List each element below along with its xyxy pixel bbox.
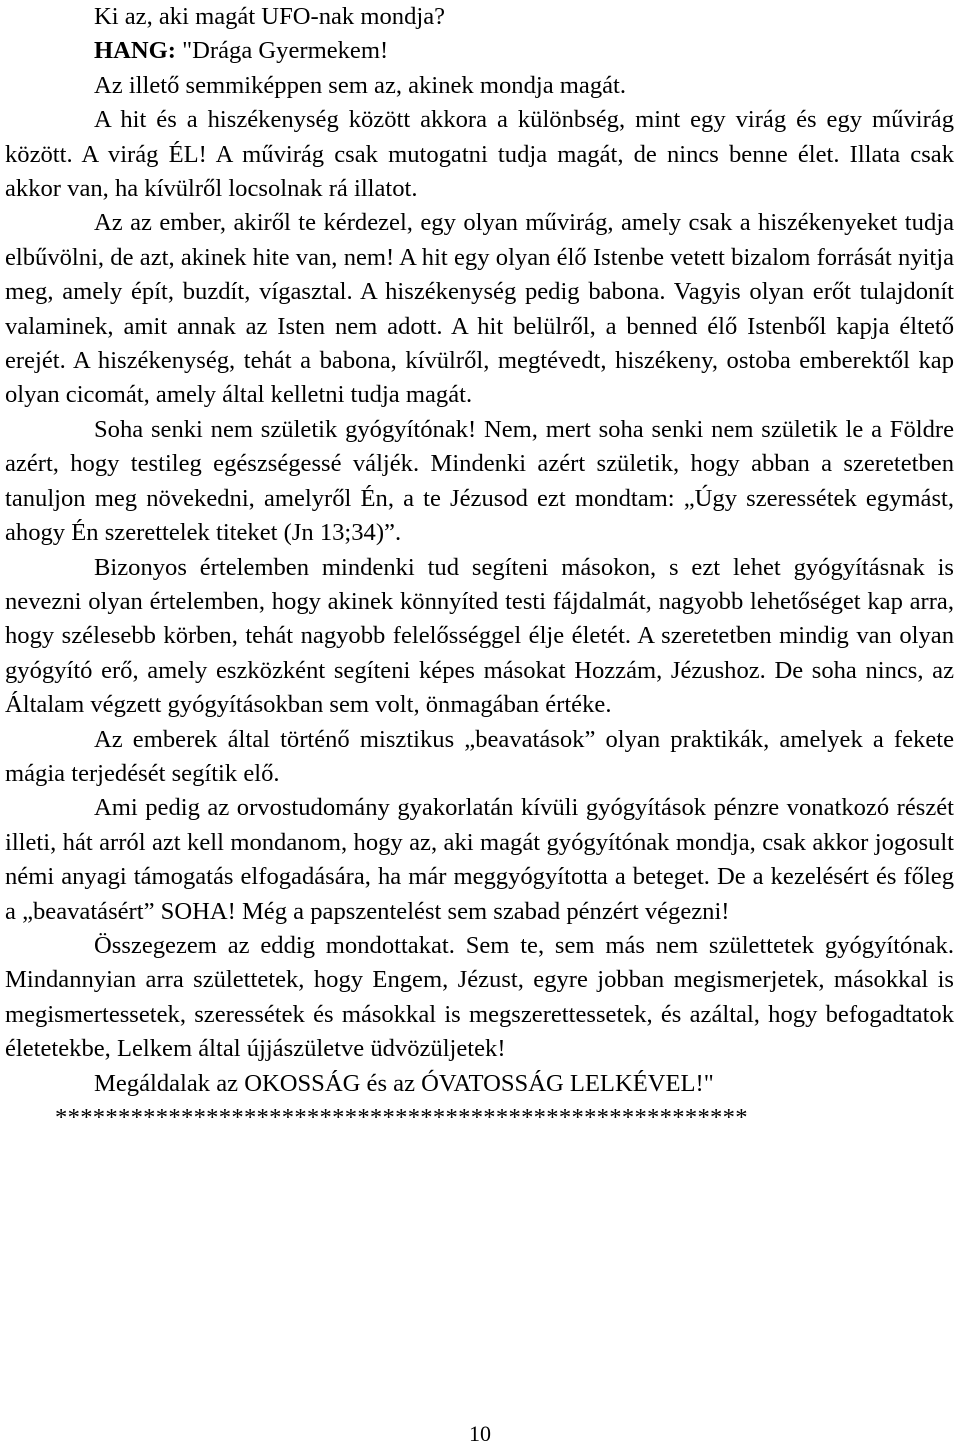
greeting-text: "Drága Gyermekem! bbox=[175, 37, 389, 65]
blessing-paragraph: Megáldalak az OKOSSÁG és az ÓVATOSSÁG LELKÉVEL!" bbox=[94, 1069, 714, 1097]
page-number: 10 bbox=[469, 1421, 491, 1446]
speaker-label: HANG: bbox=[94, 37, 176, 65]
separator-line: ******************************************************* bbox=[55, 1104, 748, 1131]
body-paragraph: Bizonyos értelemben mindenki tud segíteni másokon, s ezt lehet gyógyításnak is nevezni olyan értelemben, hogy akinek könnyíted testi fájdalmát, nagyobb lehetőséget kap arra, hogy szélesebb körben, tehát nagyobb felelősséggel élje életét. A szeretetben mindig van olyan gyógyító erő, amely eszközként segíteni képes másokat Hozzám, Jézushoz. De soha nincs, az Általam végzett gyógyításokban sem volt, önmagában értéke. bbox=[5, 553, 954, 719]
body-paragraph: Az az ember, akiről te kérdezel, egy olyan művirág, amely csak a hiszékenyeket tudja elbűvölni, de azt, akinek hite van, nem! A hit egy olyan élő Istenbe vetett bizalom forrását nyitja meg, amely épít, buzdít, vígasztal. A hiszékenység pedig babona. Vagyis olyan erőt tulajdonít valaminek, amit annak az Isten nem adott. A hit belülről, a benned élő Istenből kapja éltető erejét. A hiszékenység, tehát a babona, kívülről, megtévedt, hiszékeny, ostoba emberektől kap olyan cicomát, amely által kelletni tudja magát. bbox=[5, 209, 954, 409]
body-paragraph: Ami pedig az orvostudomány gyakorlatán kívüli gyógyítások pénzre vonatkozó részét illeti, hát arról azt kell mondanom, hogy az, aki magát gyógyítónak mondja, csak akkor jogosult némi anyagi támogatás elfogadására, ha már meggyógyította a beteget. De a kezelésért és főleg a „beavatásért” SOHA! Még a papszentelést sem szabad pénzért végezni! bbox=[5, 794, 954, 925]
document-body bbox=[5, 0, 954, 1101]
body-paragraph: Soha senki nem születik gyógyítónak! Nem, mert soha senki nem születik le a Földre azért, hogy testileg egészségessé váljék. Mindenki azért születik, hogy abban a szeretetben tanuljon meg növekedni, amelyről Én, a te Jézusod ezt mondtam: „Úgy szeressétek egymást, ahogy Én szerettelek titeket (Jn 13;34)”. bbox=[5, 415, 954, 547]
body-paragraph: Összegezem az eddig mondottakat. Sem te, sem más nem születtetek gyógyítónak. Mindannyian arra születtetek, hogy Engem, Jézust, egyre jobban megismerjetek, másokkal is megismertessetek, szeressétek és másokkal is megszerettessetek, és azáltal, hogy befogadtatok életetekbe, Lelkem által újjászületve üdvözüljetek! bbox=[5, 931, 954, 1063]
body-paragraph: Az emberek által történő misztikus „beavatások” olyan praktikák, amelyek a fekete mágia terjedését segítik elő. bbox=[5, 725, 954, 787]
document-page bbox=[5, 0, 954, 1135]
body-paragraph: Az illető semmiképpen sem az, akinek mondja magát. bbox=[94, 71, 627, 99]
body-paragraph: A hit és a hiszékenység között akkora a különbség, mint egy virág és egy művirág között. A virág ÉL! A művirág csak mutogatni tudja magát, de nincs benne élet. Illata csak akkor van, ha kívülről locsolnak rá illatot. bbox=[5, 106, 954, 203]
speaker-paragraph bbox=[5, 34, 954, 68]
question-paragraph: Ki az, aki magát UFO-nak mondja? bbox=[94, 3, 446, 30]
